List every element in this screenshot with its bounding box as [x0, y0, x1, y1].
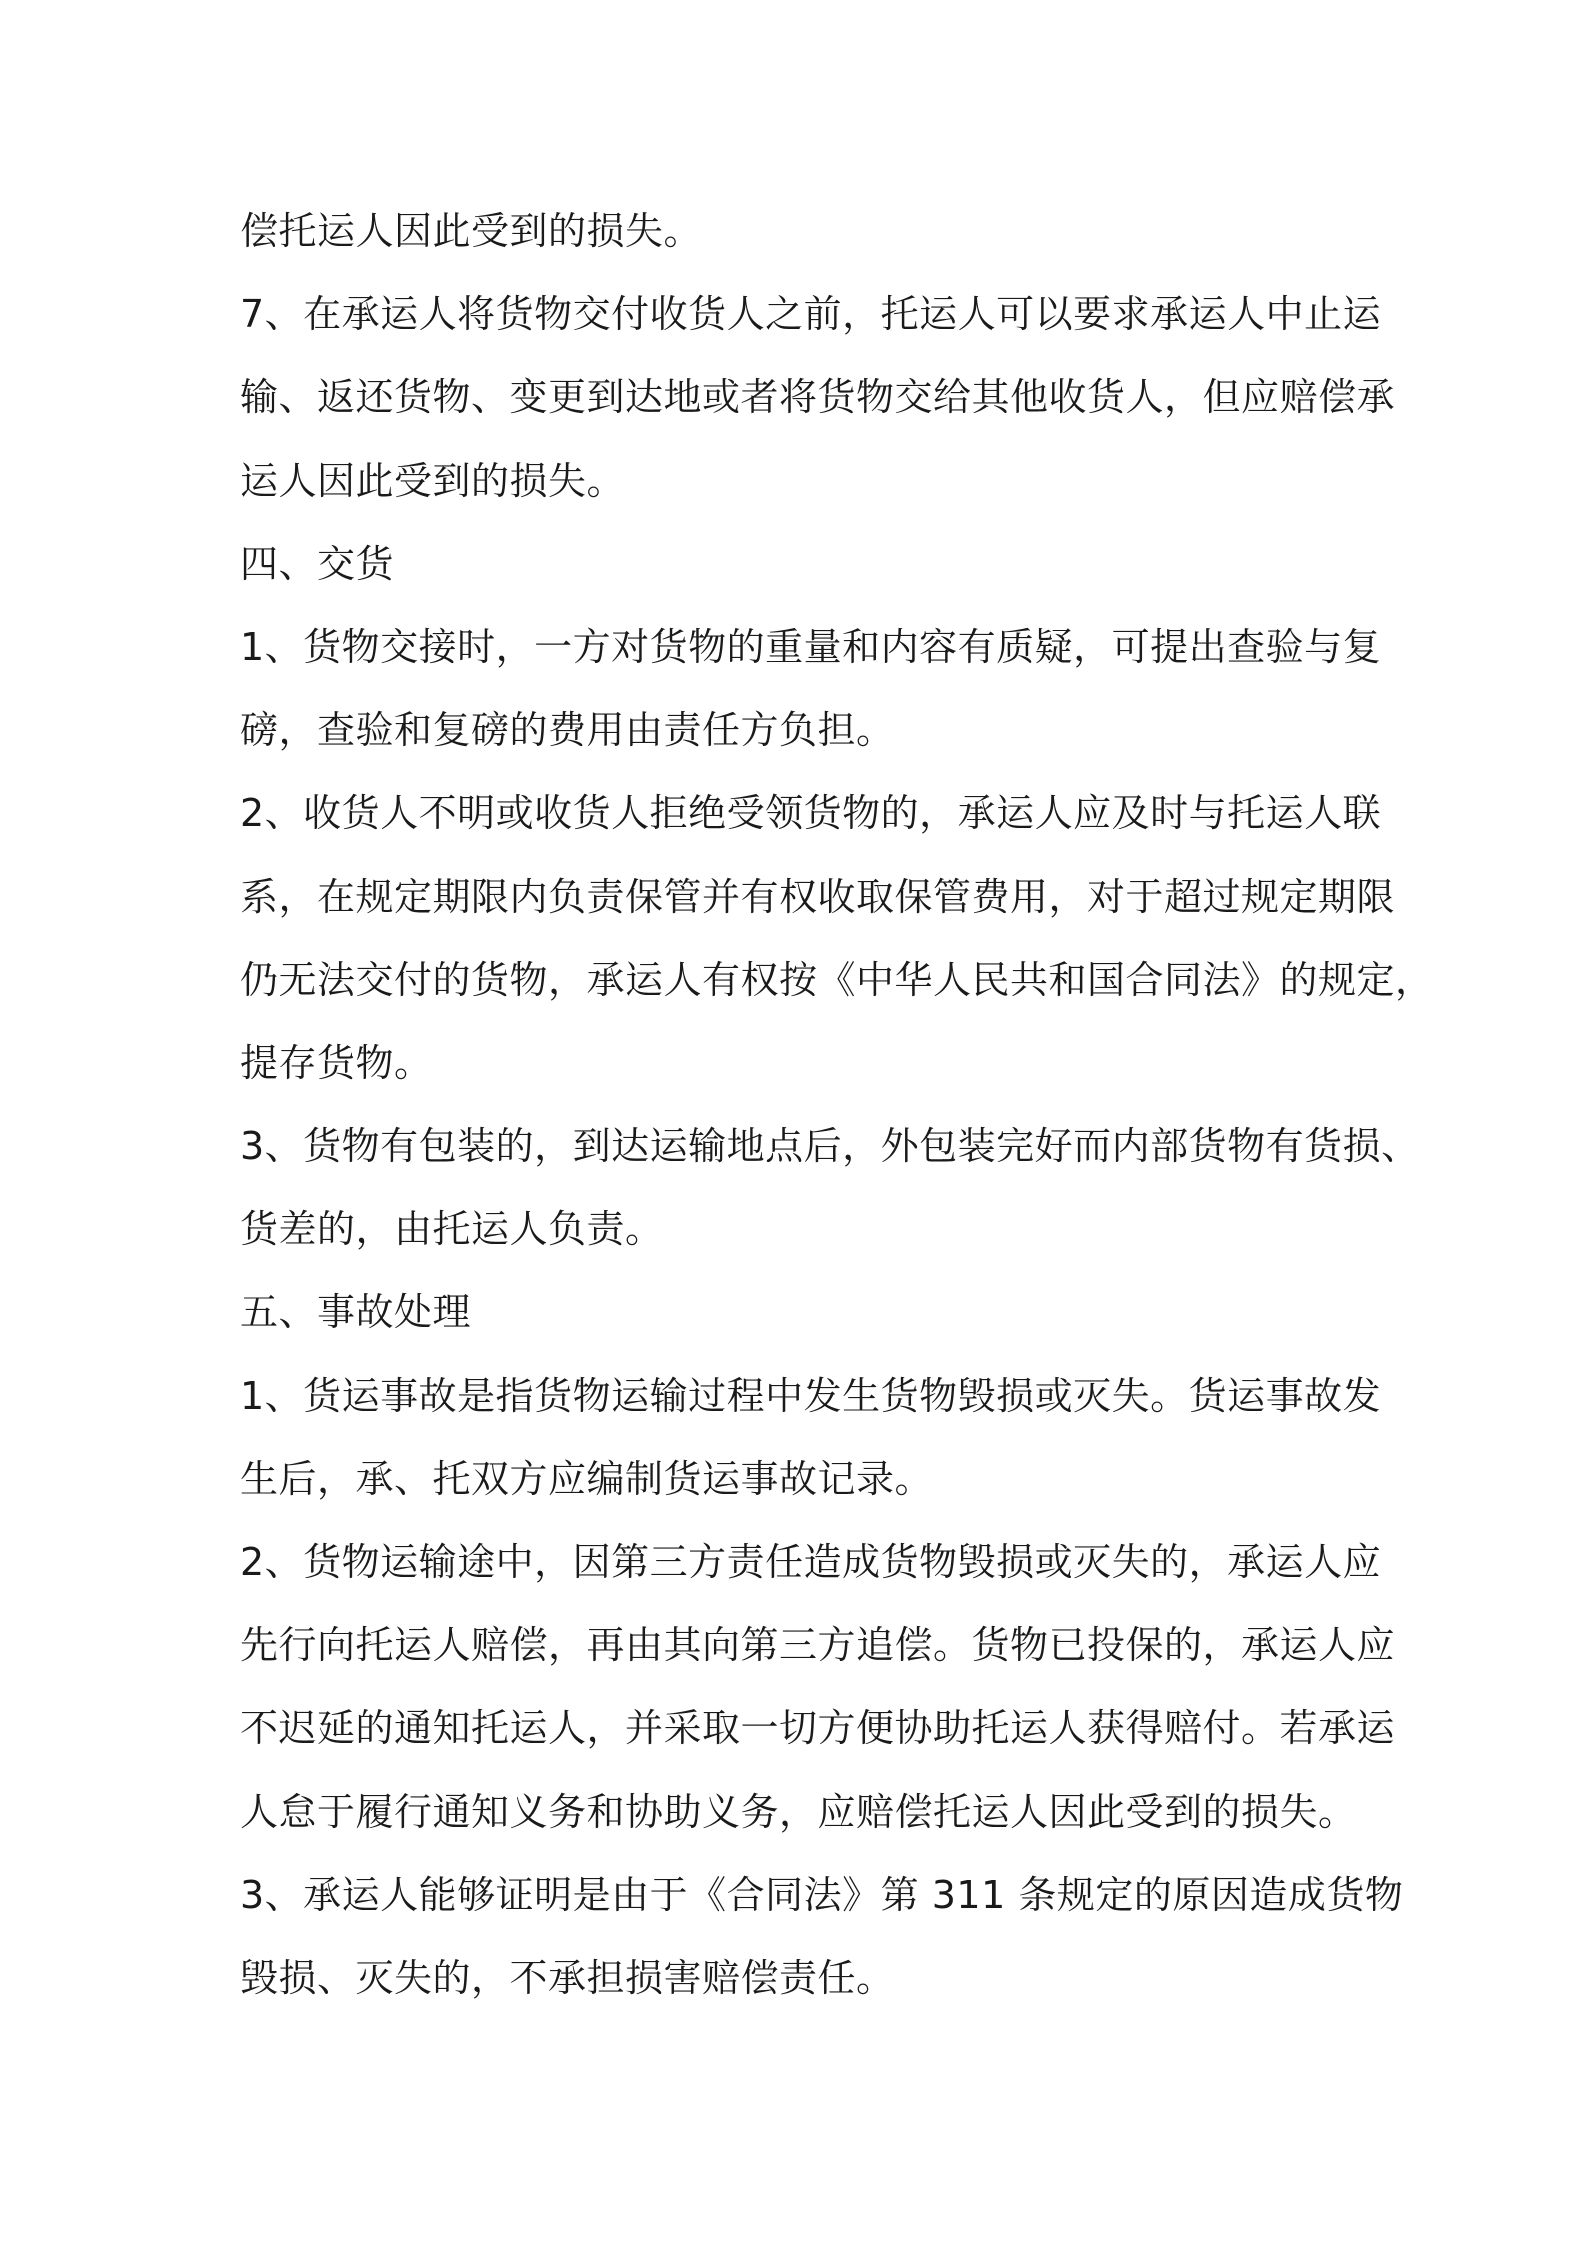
text-line: 3、承运人能够证明是由于《合同法》第 311 条规定的原因造成货物 [240, 1872, 1404, 1917]
text-line: 1、货运事故是指货物运输过程中发生货物毁损或灭失。货运事故发 [240, 1373, 1382, 1418]
text-line: 3、货物有包装的，到达运输地点后，外包装完好而内部货物有货损、 [240, 1124, 1420, 1169]
section-heading: 四、交货 [240, 541, 395, 586]
text-line: 输、返还货物、变更到达地或者将货物交给其他收货人，但应赔偿承 [240, 375, 1396, 420]
section-heading: 五、事故处理 [240, 1290, 472, 1335]
text-line: 系，在规定期限内负责保管并有权收取保管费用，对于超过规定期限 [240, 874, 1396, 919]
text-line: 生后，承、托双方应编制货运事故记录。 [240, 1456, 934, 1501]
text-line: 偿托运人因此受到的损失。 [240, 209, 703, 253]
text-line: 提存货物。 [240, 1040, 433, 1085]
text-line: 货差的，由托运人负责。 [240, 1207, 664, 1252]
text-line: 1、货物交接时，一方对货物的重量和内容有质疑，可提出查验与复 [240, 624, 1382, 669]
text-line: 毁损、灭失的，不承担损害赔偿责任。 [240, 1955, 895, 2000]
text-line: 2、货物运输途中，因第三方责任造成货物毁损或灭失的，承运人应 [240, 1540, 1382, 1584]
document-body [240, 190, 1434, 2020]
text-line: 不迟延的通知托运人，并采取一切方便协助托运人获得赔付。若承运 [240, 1706, 1396, 1751]
text-line: 仍无法交付的货物，承运人有权按《中华人民共和国合同法》的规定， [240, 957, 1434, 1002]
text-line: 2、收货人不明或收货人拒绝受领货物的，承运人应及时与托运人联 [240, 791, 1382, 836]
text-line: 运人因此受到的损失。 [240, 458, 626, 503]
text-line: 人怠于履行通知义务和协助义务，应赔偿托运人因此受到的损失。 [240, 1789, 1357, 1834]
text-line: 磅，查验和复磅的费用由责任方负担。 [240, 708, 895, 753]
text-line: 先行向托运人赔偿，再由其向第三方追偿。货物已投保的，承运人应 [240, 1623, 1396, 1668]
text-line: 7、在承运人将货物交付收货人之前，托运人可以要求承运人中止运 [240, 292, 1382, 337]
